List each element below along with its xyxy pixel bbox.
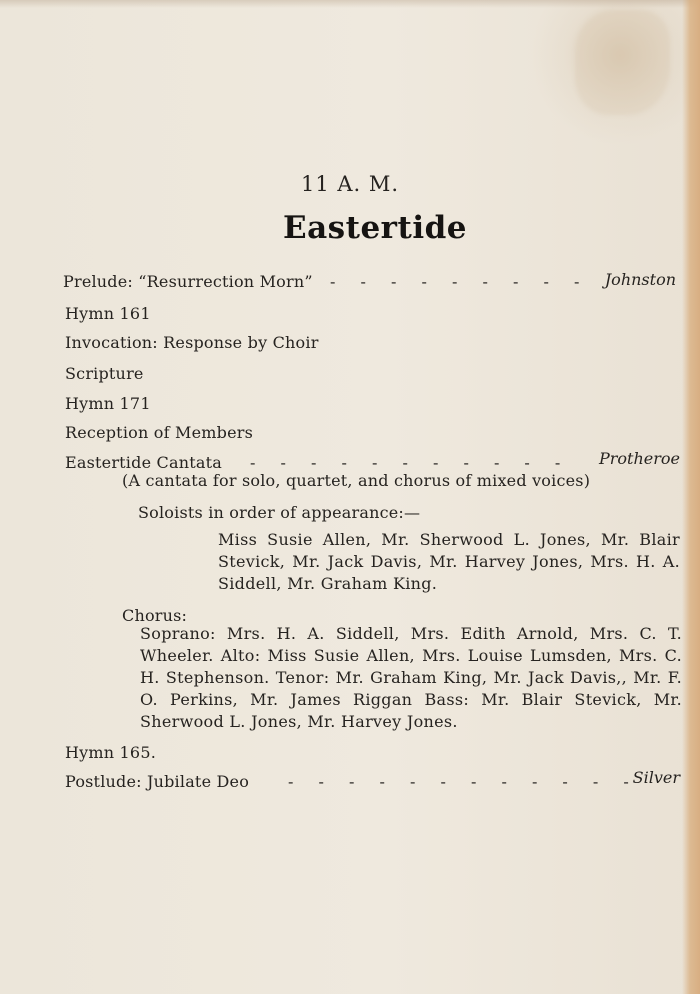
hymn-165: Hymn 165. — [65, 743, 156, 762]
soloists-label: Soloists in order of appearance:— — [138, 503, 421, 522]
cantata-label: Eastertide Cantata — [65, 453, 222, 472]
prelude-leader: - - - - - - - - - — [330, 272, 590, 291]
cantata-composer: Protheroe — [599, 449, 680, 468]
scripture: Scripture — [65, 364, 144, 383]
invocation: Invocation: Response by Choir — [65, 333, 319, 352]
prelude-composer: Johnston — [604, 270, 676, 289]
postlude-label: Postlude: Jubilate Deo — [65, 772, 250, 791]
postlude-composer: Silver — [632, 768, 680, 787]
chorus-label: Chorus: — [122, 606, 188, 625]
cantata-leader: - - - - - - - - - - - — [250, 453, 571, 472]
cantata-note: (A cantata for solo, quartet, and chorus of mixed voices) — [122, 471, 591, 490]
service-time: 11 A. M. — [300, 172, 400, 196]
service-title: Eastertide — [282, 210, 468, 246]
chorus-list: Soprano: Mrs. H. A. Siddell, Mrs. Edith Arnold, Mrs. C. T. Wheeler. Alto: Miss Susie Allen, Mrs. Louise Lumsden, Mrs. C. H. Stephenson. Tenor: Mr. Graham King, Mr. Jack Davis,, Mr. F. O. Perkins, Mr. James Riggan Bass: Mr. Blair Stevick, Mr. Sherwood L. Jones, Mr. Harvey Jones. — [140, 624, 682, 731]
hymn-161: Hymn 161 — [65, 304, 151, 323]
soloists-list: Miss Susie Allen, Mr. Sherwood L. Jones, Mr. Blair Stevick, Mr. Jack Davis, Mr. Harvey Jones, Mrs. H. A. Siddell, Mr. Graham King. — [218, 530, 680, 593]
hymn-171: Hymn 171 — [65, 394, 151, 413]
reception-of-members: Reception of Members — [65, 423, 253, 442]
page-top-shadow — [0, 0, 700, 8]
postlude-leader: - - - - - - - - - - - - — [288, 772, 639, 791]
prelude-label: Prelude: “Resurrection Morn” — [63, 272, 313, 291]
page-right-edge — [682, 0, 700, 994]
paper-stain — [575, 10, 670, 115]
